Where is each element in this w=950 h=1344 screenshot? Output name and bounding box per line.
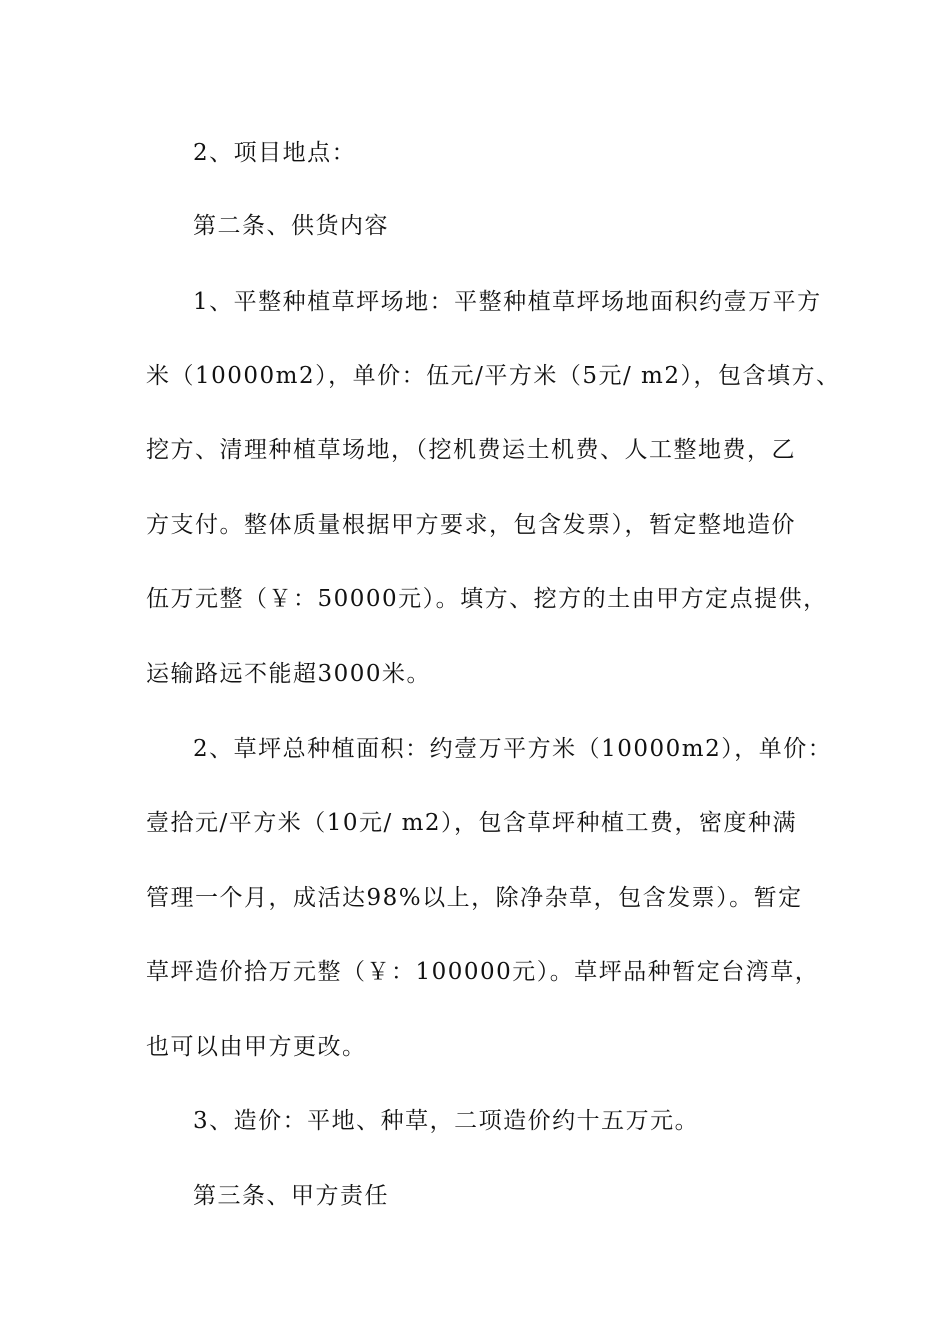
- paragraph-1-line-1: 1、平整种植草坪场地：平整种植草坪场地面积约壹万平方: [193, 289, 822, 315]
- paragraph-1-line-4: 方支付。整体质量根据甲方要求，包含发票），暂定整地造价: [146, 512, 796, 538]
- heading-article-2: 第二条、供货内容: [193, 213, 389, 239]
- paragraph-2-line-1: 2、草坪总种植面积：约壹万平方米（10000m2），单价：: [193, 736, 833, 762]
- heading-article-3: 第三条、甲方责任: [193, 1183, 389, 1209]
- paragraph-1-line-3: 挖方、清理种植草场地，（挖机费运土机费、人工整地费，乙: [146, 437, 796, 463]
- paragraph-2-line-2: 壹拾元/平方米（10元/ m2），包含草坪种植工费，密度种满: [146, 810, 798, 836]
- paragraph-3: 3、造价：平地、种草，二项造价约十五万元。: [193, 1108, 700, 1134]
- paragraph-1-line-5: 伍万元整（￥：50000元）。填方、挖方的土由甲方定点提供，: [146, 586, 828, 612]
- paragraph-1-line-6: 运输路远不能超3000米。: [146, 661, 432, 687]
- paragraph-2-line-3: 管理一个月，成活达98%以上，除净杂草，包含发票）。暂定: [146, 885, 803, 911]
- paragraph-2-line-4: 草坪造价拾万元整（￥：100000元）。草坪品种暂定台湾草，: [146, 959, 820, 985]
- paragraph-1-line-2: 米（10000m2），单价：伍元/平方米（5元/ m2），包含填方、: [146, 363, 841, 389]
- item-project-location: 2、项目地点：: [193, 140, 357, 166]
- paragraph-2-line-5: 也可以由甲方更改。: [146, 1034, 367, 1060]
